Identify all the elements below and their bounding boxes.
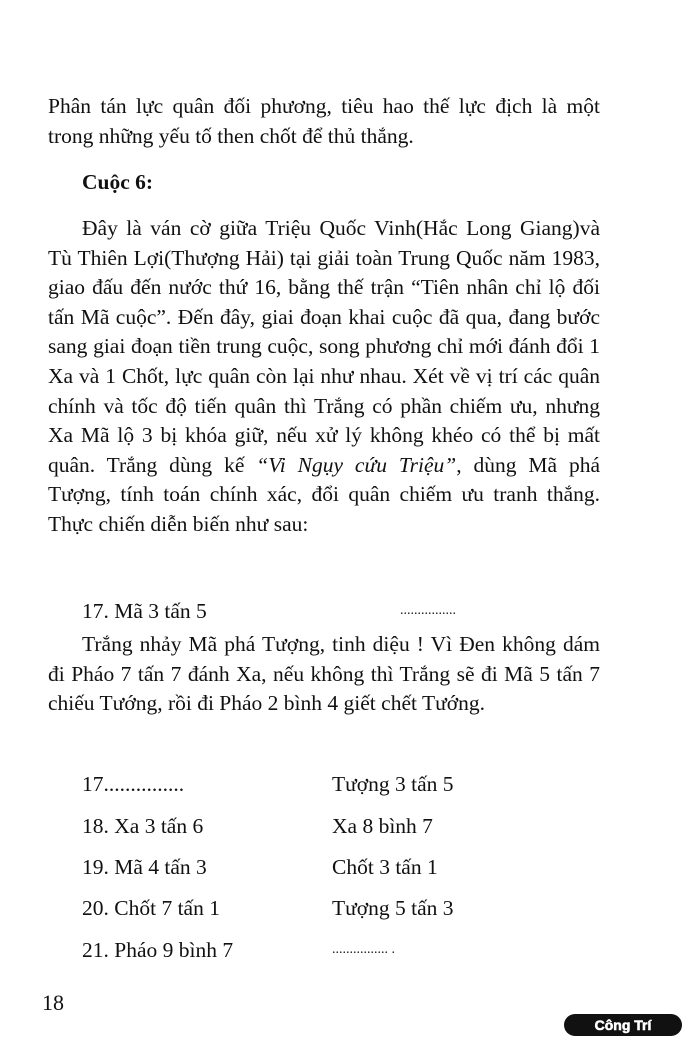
white-move: 20. Chốt 7 tấn 1 [82, 896, 220, 920]
move-row [82, 893, 602, 923]
white-move: 19. Mã 4 tấn 3 [82, 855, 207, 879]
paragraph-text-a: Đây là ván cờ giữa Triệu Quốc Vinh(Hắc Long Giang)và Tù Thiên Lợi(Thượng Hải) tại giải toàn Trung Quốc năm 1983, giao đấu đến nước thứ 16, bằng thế trận “Tiên nhân chỉ lộ đối tấn Mã cuộc”. Đến đây, giai đoạn khai cuộc đã qua, đang bước sang giai đoạn tiền trung cuộc, song phương chỉ mới đánh đổi 1 Xa và 1 Chốt, lực quân còn lại như nhau. Xét về vị trí các quân chính và tốc độ tiến quân thì Trắng có phần chiếm ưu, nhưng Xa Mã lộ 3 bị khóa giữ, nếu xử lý không khéo có thể bị mất quân. Trắng dùng kế [48, 216, 600, 477]
move-row [82, 811, 602, 841]
paragraph-intro: Phân tán lực quân đối phương, tiêu hao thế lực địch là một trong những yếu tố then chốt để thủ thắng. [48, 94, 600, 148]
move-row [82, 596, 602, 626]
logo-text: Công Trí [594, 1017, 652, 1033]
black-move: Tượng 3 tấn 5 [332, 772, 454, 796]
stratagem-name: “Vi Ngụy cứu Triệu” [256, 452, 457, 477]
black-move: Xa 8 bình 7 [332, 814, 433, 838]
white-move: 21. Pháo 9 bình 7 [82, 938, 234, 962]
black-move: Tượng 5 tấn 3 [332, 896, 454, 920]
paragraph-game-description [48, 214, 600, 540]
page-number: 18 [42, 990, 64, 1015]
black-move: ................ [400, 603, 456, 618]
white-move: 17............... [82, 772, 185, 796]
publisher-logo-icon [566, 1015, 680, 1035]
section-heading: Cuộc 6: [82, 170, 154, 194]
paragraph-commentary: Trắng nhảy Mã phá Tượng, tinh diệu ! Vì Đen không dám đi Pháo 7 tấn 7 đánh Xa, nếu không thì Trắng sẽ đi Mã 5 tấn 7 chiếu Tướng, rồi đi Pháo 2 bình 4 giết chết Tướng. [48, 632, 600, 716]
move-row [82, 769, 602, 799]
black-move: ................ . [332, 942, 395, 957]
move-row [82, 935, 602, 965]
publisher-logo [564, 1014, 682, 1036]
white-move: 18. Xa 3 tấn 6 [82, 814, 204, 838]
paragraph-text-b: , dùng Mã phá Tượng, tính toán chính xác, đổi quân chiếm ưu tranh thắng. Thực chiến diễn biến như sau: [48, 452, 601, 536]
black-move: Chốt 3 tấn 1 [332, 855, 438, 879]
move-row [82, 852, 602, 882]
white-move: 17. Mã 3 tấn 5 [82, 599, 207, 623]
